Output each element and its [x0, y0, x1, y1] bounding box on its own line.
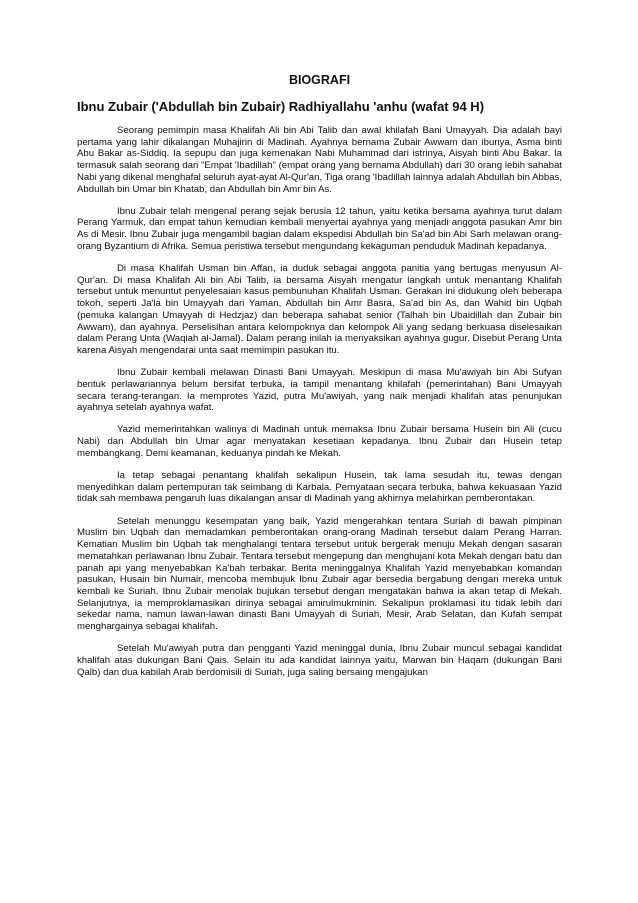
paragraph-7: Setelah menunggu kesempatan yang baik, Yazid mengerahkan tentara Suriah di bawah pimpinan Muslim bin Uqbah dan memadamkan pemberontakan orang-orang Madinah tersebut dalam Perang Harran. Kematian Muslim bin Uqbah tak menghalangi tentara tersebut untuk bergerak menuju Mekah dengan sasaran mematahkan perlawanan Ibnu Zubair. Tentara tersebut mengepung dan menghujani kota Mekah dengan batu dan panah api yang menyebabkan Ka'bah terbakar. Berita meninggalnya Khalifah Yazid menyebabkan komandan pasukan, Husain bin Numair, mencoba membujuk Ibnu Zubair agar bersedia bergabung dengan mereka untuk kembali ke Suriah. Ibnu Zubair menolak bujukan tersebut dengan mengatakan bahwa ia akan tetap di Mekah. Selanjutnya, ia memproklamasikan dirinya sebagai amirulmukminin. Sekalipun proklamasi itu tidak lebih dari sekedar nama, namun lawan-lawan dinasti Bani Umayyah di Suriah, Mesir, Arab Selatan, dan Kufah sempat menghargainya sebagai khalifah. — [77, 515, 562, 633]
document-title: BIOGRAFI — [288, 73, 351, 87]
paragraph-1: Seorang pemimpin masa Khalifah Ali bin Abi Talib dan awal khilafah Bani Umayyah. Dia adalah bayi pertama yang lahir dikalangan Muhajirin di Madinah. Ayahnya bernama Zubair Awwam dan ibunya, Asma binti Abu Bakar as-Siddiq. Ia sepupu dan juga kemenakan Nabi Muhammad dari istrinya, Aisyah binti Abu Bakar. Ia termasuk salah seorang dari "Empat 'Ibadillah" (empat orang yang bernama Abdullah) dari 30 orang lebih sahabat Nabi yang dikenal menghafal seluruh ayat-ayat Al-Qur'an, Tiga orang 'Ibadillah lainnya adalah Abdullah bin Abbas, Abdullah bin Umar bin Khatab, dan Abdullah bin Amr bin As. — [77, 125, 562, 195]
document-page — [77, 72, 562, 689]
document-subtitle: Ibnu Zubair ('Abdullah bin Zubair) Radhiyallahu 'anhu (wafat 94 H) — [77, 99, 485, 114]
paragraph-4: Ibnu Zubair kembali melawan Dinasti Bani Umayyah. Meskipun di masa Mu'awiyah bin Abi Sufyan bentuk perlawanannya belum bersifat terbuka, ia tampil menantang khilafah (pemerintahan) Bani Umayyah secara terang-terangan. Ia memprotes Yazid, putra Mu'awiyah, yang naik menjadi khalifah atas penunjukan ayahnya setelah ayahnya wafat. — [77, 367, 562, 414]
paragraph-3: Di masa Khalifah Usman bin Affan, ia duduk sebagai anggota panitia yang bertugas menyusun Al-Qur'an. Di masa Khalifah Ali bin Abi Talib, ia bersama Aisyah mengatur langkah untuk menantang Khalifah tersebut untuk menuntut penyelesaian kasus pembunuhan Khalifah Usman. Gerakan ini didukung oleh beberapa tokoh, seperti Ja'la bin Umayyah dari Yaman, Abdullah bin Amr Basra, Sa'ad bin As, dan Wahid bin Uqbah (pemuka kalangan Umayyah di Hedzjaz) dan beberapa sahabat senior (Talhah bin Ubaidillah dan Zubair bin Awwam), dan ayahnya. Perselisihan antara kelompoknya dan kelompok Ali yang sedang berkuasa diselesaikan dalam Perang Unta (Waqiah al-Jamal). Dalam perang inilah ia menyaksikan ayahnya gugur. Disebut Perang Unta karena Aisyah mengendarai unta saat memimpin pasukan itu. — [77, 263, 562, 356]
paragraph-8: Setelah Mu'awiyah putra dan pengganti Yazid meninggal dunia, Ibnu Zubair muncul sebagai kandidat khalifah atas dukungan Bani Qais. Selain itu ada kandidat lainnya yaitu, Marwan bin Haqam (dukungan Bani Qalb) dan dua kabilah Arab berdomisili di Suriah, juga saling bersaing mengajukan — [77, 643, 562, 678]
paragraph-2: Ibnu Zubair telah mengenal perang sejak berusia 12 tahun, yaitu ketika bersama ayahnya turut dalam Perang Yarmuk, dan empat tahun kemudian kembali menyertai ayahnya yang menjadi anggota pasukan Amr bin As di Mesir. Ibnu Zubair juga mengambil bagian dalam ekspedisi Abdullah bin Sa'ad bin Abi Sarh melawan orang-orang Byzantium di Afrika. Semua peristiwa tersebut mengundang kekaguman penduduk Madinah kepadanya. — [77, 205, 562, 252]
paragraph-5: Yazid memerintahkan walinya di Madinah untuk memaksa Ibnu Zubair bersama Husein bin Ali (cucu Nabi) dan Abdullah bin Umar agar menyatakan kesetiaan kepadanya. Ibnu Zubair dan Husein tetap membangkang. Demi keamanan, keduanya pindah ke Mekah. — [77, 424, 562, 459]
paragraph-6: Ia tetap sebagai penantang khalifah sekalipun Husein, tak lama sesudah itu, tewas dengan menyedihkan dalam pertempuran tak seimbang di Karbala. Pernyataan secara terbuka, bahwa kekuasaan Yazid tidak sah membawa pengaruh luas dikalangan ansar di Madinah yang akhirnya melahirkan pemberontakan. — [77, 470, 562, 505]
